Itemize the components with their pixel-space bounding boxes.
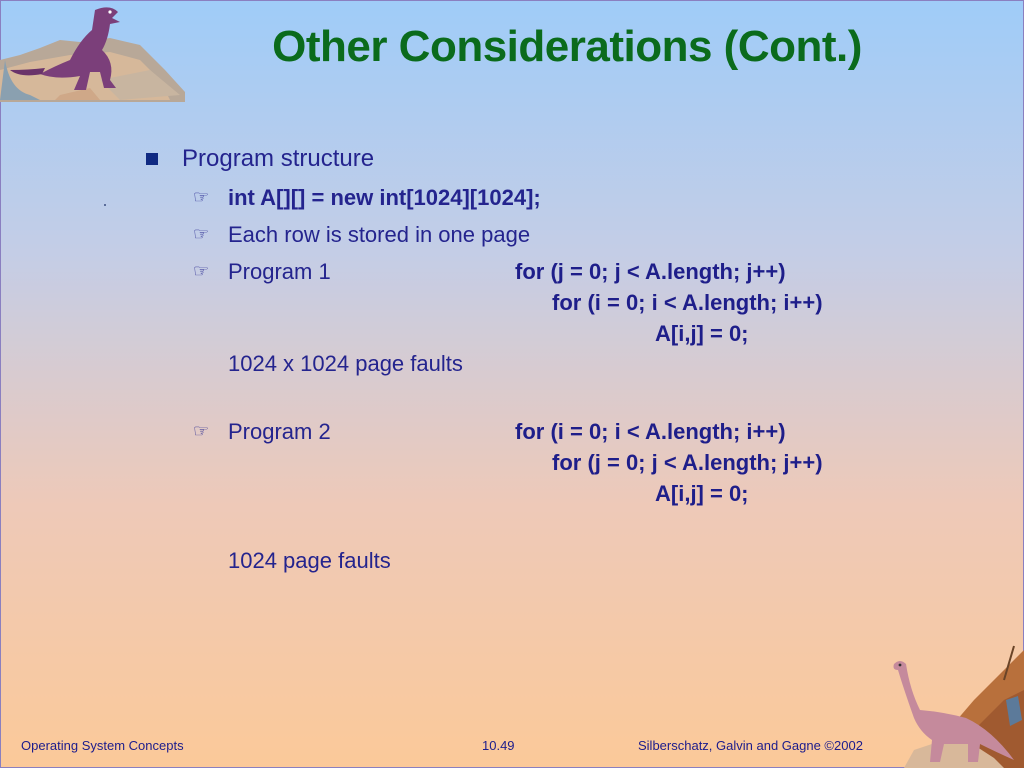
program-1-assignment: A[i,j] = 0; [655,321,749,346]
program-1-faults: 1024 x 1024 page faults [228,351,463,376]
stray-mark [104,204,106,206]
program-1-inner-loop: for (i = 0; i < A.length; i++) [552,290,823,315]
pointing-hand-icon: ☞ [193,224,210,244]
pointing-hand-icon: ☞ [193,187,210,207]
slide-title: Other Considerations (Cont.) [272,22,862,71]
program-2-label: Program 2 [228,419,331,444]
row-page-note: Each row is stored in one page [228,222,531,247]
program-2-faults: 1024 page faults [228,548,391,573]
long-neck-dinosaur-icon [884,640,1024,768]
program-1-label: Program 1 [228,259,331,284]
footer-course: Operating System Concepts [21,738,184,753]
footer-copyright: Silberschatz, Galvin and Gagne ©2002 [638,738,863,753]
pointing-hand-icon: ☞ [193,421,210,441]
program-1-outer-loop: for (j = 0; j < A.length; j++) [515,259,786,284]
pointing-hand-icon: ☞ [193,261,210,281]
program-2-assignment: A[i,j] = 0; [655,481,749,506]
footer-page-number: 10.49 [482,738,515,753]
bullet-program-structure: Program structure [182,145,375,172]
array-declaration: int A[][] = new int[1024][1024]; [228,185,541,210]
program-2-inner-loop: for (j = 0; j < A.length; j++) [552,450,823,475]
program-2-outer-loop: for (i = 0; i < A.length; i++) [515,419,786,444]
square-bullet-icon [146,153,158,165]
